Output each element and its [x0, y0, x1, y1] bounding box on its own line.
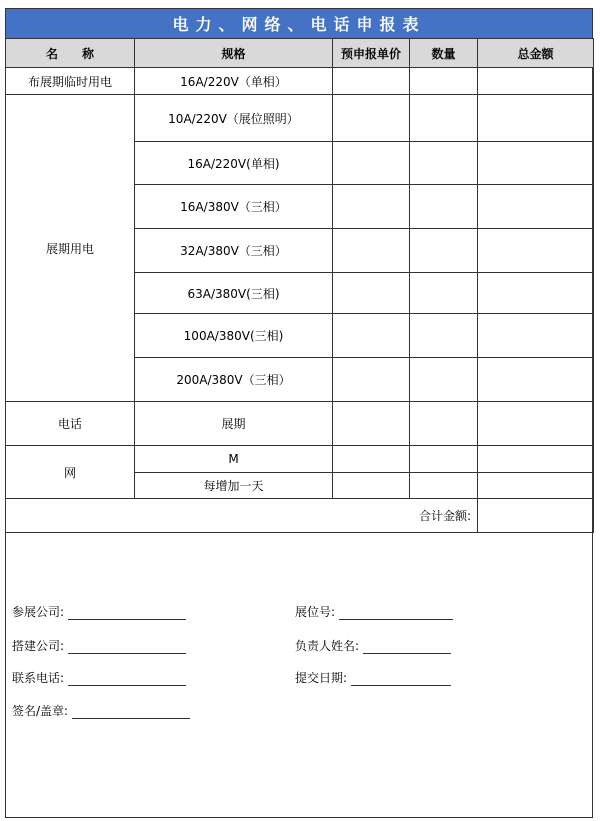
sign-input-line[interactable]: [72, 706, 190, 719]
table-row: [6, 446, 594, 473]
unit-price-cell[interactable]: [333, 314, 410, 358]
unit-price-cell[interactable]: [333, 358, 410, 402]
total-cell[interactable]: [478, 95, 594, 142]
row-spec: 展期: [135, 402, 333, 446]
quantity-cell[interactable]: [410, 95, 478, 142]
phone-field[interactable]: [12, 669, 186, 686]
total-label: 合计金额:: [6, 499, 478, 533]
quantity-cell[interactable]: [410, 402, 478, 446]
company-field[interactable]: [12, 603, 186, 620]
header-unit-price: 预申报单价: [333, 39, 410, 68]
unit-price-cell[interactable]: [333, 95, 410, 142]
builder-input-line[interactable]: [68, 641, 186, 654]
date-input-line[interactable]: [351, 673, 451, 686]
quantity-cell[interactable]: [410, 229, 478, 273]
total-row: [6, 499, 594, 533]
row-spec: 16A/380V（三相）: [135, 185, 333, 229]
unit-price-cell[interactable]: [333, 229, 410, 273]
date-field[interactable]: [295, 669, 451, 686]
phone-input-line[interactable]: [68, 673, 186, 686]
person-label: 负责人姓名:: [295, 639, 360, 653]
header-name: 名 称: [6, 39, 135, 68]
row-name-network: 网: [6, 446, 135, 499]
row-name-phone: 电话: [6, 402, 135, 446]
unit-price-cell[interactable]: [333, 142, 410, 185]
builder-field[interactable]: [12, 637, 186, 654]
unit-price-cell[interactable]: [333, 402, 410, 446]
person-field[interactable]: [295, 637, 451, 654]
booth-field[interactable]: [295, 603, 453, 620]
booth-label: 展位号:: [295, 605, 336, 619]
booth-input-line[interactable]: [339, 607, 453, 620]
total-cell[interactable]: [478, 68, 594, 95]
row-spec: 10A/220V（展位照明）: [135, 95, 333, 142]
row-spec: 63A/380V(三相): [135, 273, 333, 314]
table-row: [6, 402, 594, 446]
unit-price-cell[interactable]: [333, 273, 410, 314]
sign-field[interactable]: [12, 702, 190, 719]
builder-label: 搭建公司:: [12, 639, 65, 653]
company-input-line[interactable]: [68, 607, 186, 620]
quantity-cell[interactable]: [410, 273, 478, 314]
total-cell[interactable]: [478, 358, 594, 402]
row-name-show-power: 展期用电: [6, 95, 135, 402]
row-spec: 32A/380V（三相）: [135, 229, 333, 273]
unit-price-cell[interactable]: [333, 68, 410, 95]
total-cell[interactable]: [478, 229, 594, 273]
date-label: 提交日期:: [295, 671, 348, 685]
phone-label: 联系电话:: [12, 671, 65, 685]
row-spec: 200A/380V（三相）: [135, 358, 333, 402]
header-total: 总金额: [478, 39, 594, 68]
grand-total-cell[interactable]: [478, 499, 594, 533]
total-cell[interactable]: [478, 473, 594, 499]
company-label: 参展公司:: [12, 605, 65, 619]
row-spec: 16A/220V(单相): [135, 142, 333, 185]
unit-price-cell[interactable]: [333, 473, 410, 499]
total-cell[interactable]: [478, 446, 594, 473]
row-spec: 100A/380V(三相): [135, 314, 333, 358]
quantity-cell[interactable]: [410, 185, 478, 229]
quantity-cell[interactable]: [410, 142, 478, 185]
form-title: 电力、网络、电话申报表: [5, 8, 593, 39]
row-spec: 每增加一天: [135, 473, 333, 499]
quantity-cell[interactable]: [410, 314, 478, 358]
quantity-cell[interactable]: [410, 68, 478, 95]
sign-label: 签名/盖章:: [12, 704, 69, 718]
header-quantity: 数量: [410, 39, 478, 68]
unit-price-cell[interactable]: [333, 446, 410, 473]
row-name-temp-power: 布展期临时用电: [6, 68, 135, 95]
table-row: [6, 95, 594, 142]
total-cell[interactable]: [478, 314, 594, 358]
total-cell[interactable]: [478, 402, 594, 446]
header-spec: 规格: [135, 39, 333, 68]
quantity-cell[interactable]: [410, 446, 478, 473]
total-cell[interactable]: [478, 273, 594, 314]
quantity-cell[interactable]: [410, 358, 478, 402]
table-row: [6, 68, 594, 95]
total-cell[interactable]: [478, 142, 594, 185]
row-spec: 16A/220V（单相）: [135, 68, 333, 95]
table-header-row: [6, 39, 594, 68]
quantity-cell[interactable]: [410, 473, 478, 499]
unit-price-cell[interactable]: [333, 185, 410, 229]
application-table: [5, 38, 594, 533]
row-spec: M: [135, 446, 333, 473]
total-cell[interactable]: [478, 185, 594, 229]
person-input-line[interactable]: [363, 641, 451, 654]
